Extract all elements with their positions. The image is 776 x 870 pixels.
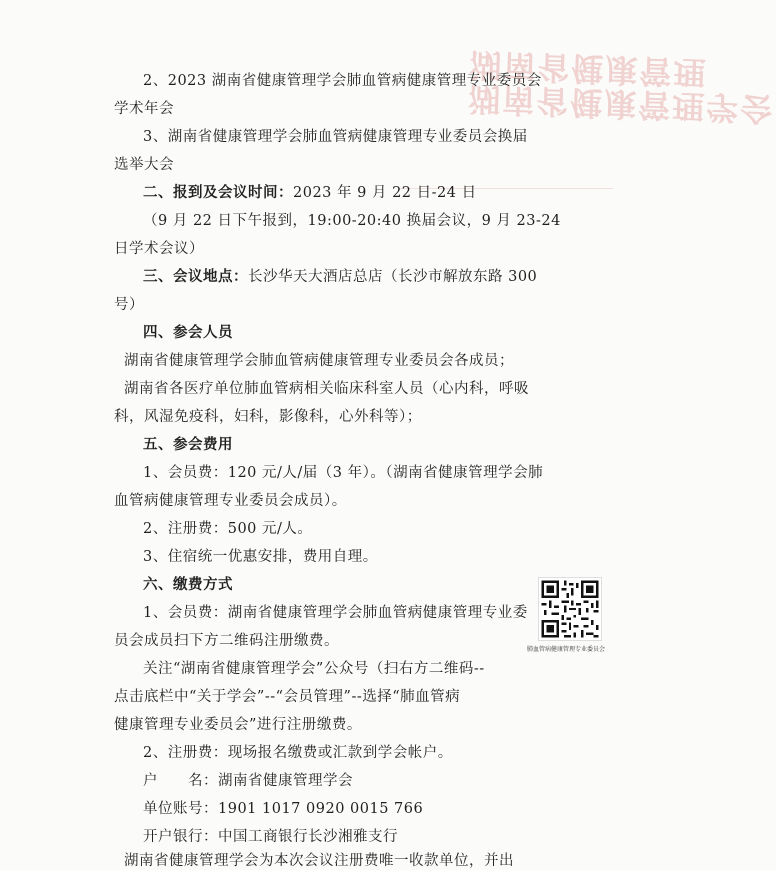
section-3-line	[143, 268, 537, 286]
section-2-heading: 二、报到及会议时间：	[143, 184, 293, 201]
account-number-row	[143, 800, 423, 818]
payment-instructions-line-2: 点击底栏中“关于学会”--“会员管理”--选择“肺血管病	[114, 689, 461, 705]
account-name-value: 湖南省健康管理学会	[218, 773, 353, 789]
fee-1-line-2: 血管病健康管理专业委员会成员）。	[114, 493, 347, 509]
bank-value: 中国工商银行长沙湘雅支行	[218, 829, 398, 845]
payment-1-line-2: 员会成员扫下方二维码注册缴费。	[114, 633, 339, 649]
section-3-heading: 三、会议地点：	[143, 268, 248, 285]
fee-1-line-1: 1、会员费：120 元/人/届（3 年）。（湖南省健康管理学会肺	[143, 465, 544, 481]
item-2-line-1: 2、2023 湖南省健康管理学会肺血管病健康管理专业委员会	[143, 73, 542, 89]
venue-text-continued: 号）	[114, 297, 144, 313]
payment-instructions-line-3: 健康管理专业委员会”进行注册缴费。	[114, 717, 362, 733]
account-number-label: 单位账号：	[143, 801, 218, 817]
schedule-line-1: （9 月 22 日下午报到，19:00-20:40 换届会议，9 月 23-24	[143, 213, 561, 229]
item-3-line-2: 选举大会	[114, 157, 174, 173]
schedule-line-2: 日学术会议）	[114, 241, 204, 257]
meeting-dates: 2023 年 9 月 22 日-24 日	[293, 185, 477, 201]
fee-2-line: 2、注册费：500 元/人。	[143, 521, 313, 537]
section-5-heading: 五、参会费用	[143, 436, 233, 453]
payment-instructions-line-1: 关注“湖南省健康管理学会”公众号（扫右方二维码--	[143, 661, 485, 677]
section-6-heading: 六、缴费方式	[143, 576, 233, 593]
fee-3-line: 3、住宿统一优惠安排，费用自理。	[143, 549, 378, 565]
bleed-line-1: 湖南省健康管理学会	[467, 79, 775, 129]
account-name-row	[143, 772, 353, 790]
qr-caption: 肺血管病健康管理专业委员会	[526, 646, 605, 653]
bank-row	[143, 828, 398, 846]
item-3-line-1: 3、湖南省健康管理学会肺血管病健康管理专业委员会换届	[143, 129, 528, 145]
closing-line: 湖南省健康管理学会为本次会议注册费唯一收款单位，并出	[124, 853, 514, 869]
account-number-value: 1901 1017 0920 0015 766	[218, 801, 424, 817]
attendees-line-1: 湖南省健康管理学会肺血管病健康管理专业委员会各成员；	[124, 353, 514, 369]
bleed-line-2: 湖南省健康管理	[468, 45, 709, 92]
bank-label: 开户银行：	[143, 829, 218, 845]
attendees-line-2: 湖南省各医疗单位肺血管病相关临床科室人员（心内科，呼吸	[124, 381, 529, 397]
section-4-heading: 四、参会人员	[143, 324, 233, 341]
account-name-label: 户 名：	[143, 773, 218, 789]
payment-2-line: 2、注册费：现场报名缴费或汇款到学会帐户。	[143, 745, 453, 761]
item-2-line-2: 学术年会	[114, 101, 174, 117]
payment-1-line-1: 1、会员费：湖南省健康管理学会肺血管病健康管理专业委	[143, 605, 528, 621]
section-2-line	[143, 184, 477, 202]
qr-code-icon	[538, 577, 602, 641]
attendees-line-3: 科，风湿免疫科，妇科，影像科，心外科等）；	[114, 409, 422, 425]
venue-text: 长沙华天大酒店总店（长沙市解放东路 300	[248, 269, 538, 285]
